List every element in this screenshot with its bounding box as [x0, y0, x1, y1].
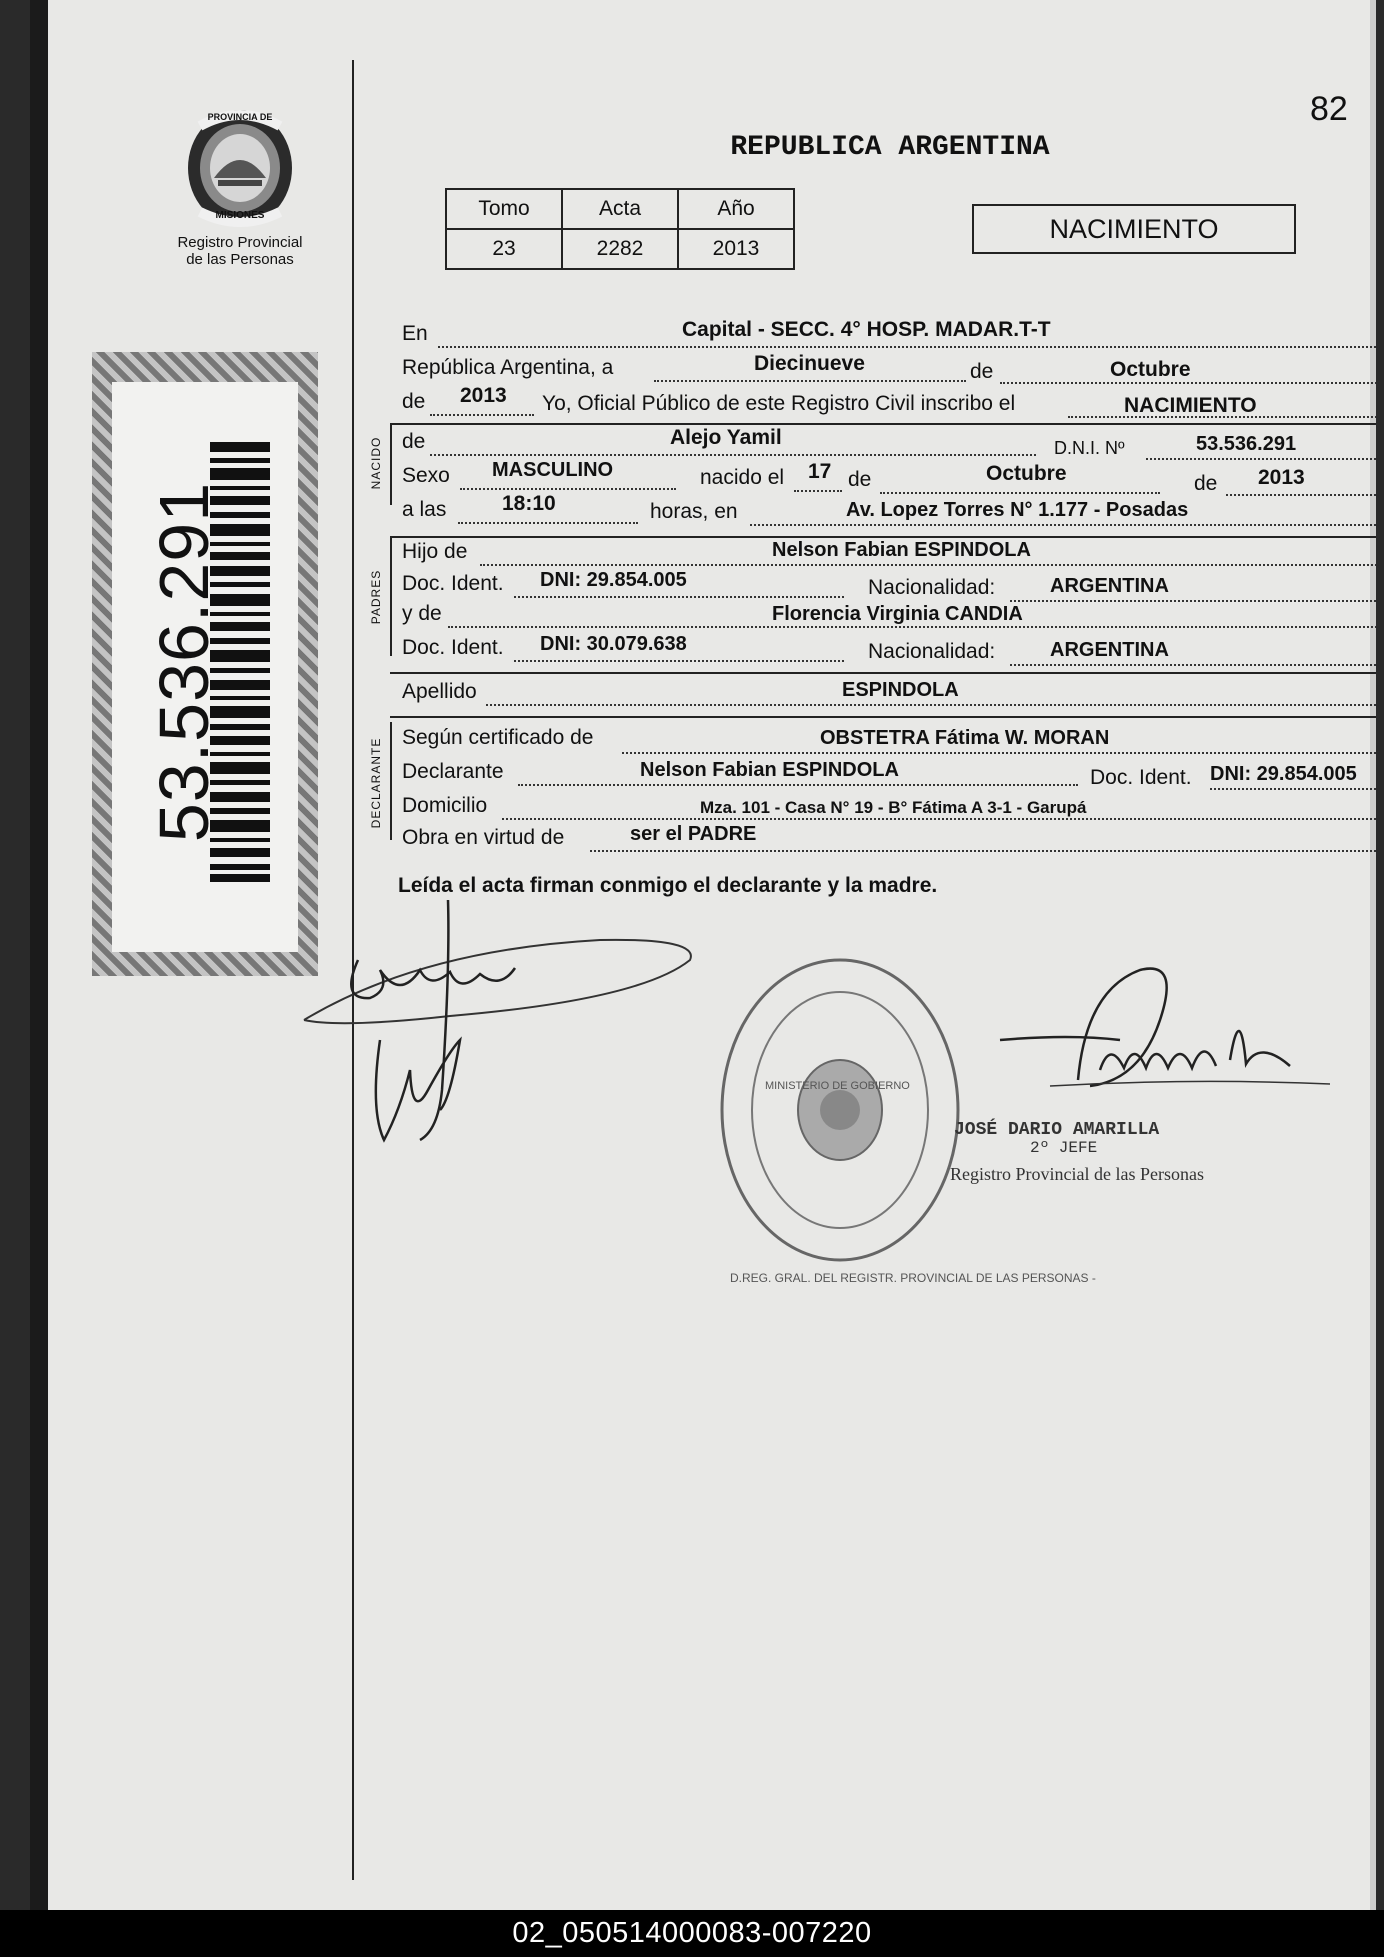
- madre-dots: [448, 626, 1376, 628]
- sexo-value: MASCULINO: [492, 459, 614, 481]
- official-stamp-icon: [700, 950, 980, 1270]
- sexo-label: Sexo: [402, 464, 450, 487]
- dni-label: D.N.I. Nº: [1054, 438, 1125, 458]
- logo-caption-line1: Registro Provincial: [177, 234, 303, 251]
- record-table: [445, 188, 795, 270]
- official-name: JOSÉ DARIO AMARILLA: [954, 1120, 1160, 1140]
- record-value-anio: 2013: [678, 229, 794, 269]
- nombre-dots: [430, 454, 1036, 456]
- hora-value: 18:10: [502, 492, 556, 515]
- official-signature-icon: [990, 960, 1330, 1120]
- record-header-acta: Acta: [562, 189, 678, 229]
- logo-caption-line2: de las Personas: [186, 251, 294, 268]
- a-las-label: a las: [402, 498, 447, 521]
- decl-doc-dots: [1210, 788, 1376, 790]
- nacido-el-label: nacido el: [700, 466, 785, 489]
- nacionalidad-label: Nacionalidad:: [868, 576, 996, 599]
- apellido-value: ESPINDOLA: [842, 679, 959, 701]
- horas-en-label: horas, en: [650, 500, 738, 523]
- birth-month-value: Octubre: [986, 462, 1067, 485]
- day-dots: [654, 380, 966, 382]
- madre-nac-value: ARGENTINA: [1050, 639, 1169, 661]
- domicilio-value: Mza. 101 - Casa N° 19 - B° Fátima A 3-1 - Garupá: [700, 798, 1087, 817]
- nacido-de-label: de: [402, 430, 426, 453]
- en-value: Capital - SECC. 4° HOSP. MADAR.T-T: [682, 318, 1051, 341]
- hijo-de-label: Hijo de: [402, 540, 468, 563]
- record-value-tomo: 23: [446, 229, 562, 269]
- record-header-anio: Año: [678, 189, 794, 229]
- divider-4: [390, 716, 1376, 718]
- madre-doc-dots: [514, 660, 844, 662]
- stamp-inner-text: MINISTERIO DE GOBIERNO: [765, 1080, 910, 1092]
- month-value: Octubre: [1110, 358, 1191, 381]
- padre-nac-value: ARGENTINA: [1050, 575, 1169, 597]
- hora-dots: [458, 522, 638, 524]
- decl-doc-label: Doc. Ident.: [1090, 766, 1192, 789]
- divider-3: [390, 672, 1376, 674]
- page-title: REPUBLICA ARGENTINA: [730, 132, 1050, 163]
- scan-footer-code: 02_050514000083-007220: [0, 1910, 1384, 1957]
- decl-doc-value: DNI: 29.854.005: [1210, 763, 1357, 785]
- record-value-acta: 2282: [562, 229, 678, 269]
- domicilio-label: Domicilio: [402, 794, 488, 817]
- section-label-declarante: DECLARANTE: [369, 737, 383, 829]
- apellido-dots: [486, 704, 1376, 706]
- padres-bracket: [390, 538, 392, 656]
- barcode-card: [92, 352, 318, 976]
- declarante-value: Nelson Fabian ESPINDOLA: [640, 759, 899, 781]
- barcode-card-inner: [112, 382, 298, 952]
- seal-text-top: PROVINCIA DE: [207, 112, 273, 122]
- padre-doc-dots: [514, 596, 844, 598]
- en-label: En: [402, 322, 428, 345]
- year-value: 2013: [460, 384, 507, 407]
- en-dots: [438, 346, 1376, 348]
- republica-label: República Argentina, a: [402, 356, 614, 379]
- record-header-tomo: Tomo: [446, 189, 562, 229]
- nacido-bracket: [390, 425, 392, 505]
- madre-doc-value: DNI: 30.079.638: [540, 633, 687, 655]
- certificado-value: OBSTETRA Fátima W. MORAN: [820, 727, 1110, 749]
- seal-text-bottom: MISIONES: [215, 210, 265, 221]
- declarante-bracket: [390, 722, 392, 840]
- dni-dots: [1146, 458, 1376, 460]
- apellido-label: Apellido: [402, 680, 477, 703]
- obra-label: Obra en virtud de: [402, 826, 565, 849]
- birth-year-value: 2013: [1258, 466, 1305, 489]
- obra-value: ser el PADRE: [630, 823, 757, 845]
- certificado-dots: [622, 752, 1376, 754]
- madre-value: Florencia Virginia CANDIA: [772, 603, 1023, 625]
- section-label-padres: PADRES: [369, 569, 383, 625]
- doc-ident-label: Doc. Ident.: [402, 572, 504, 595]
- sexo-dots: [460, 488, 676, 490]
- madre-nac-dots: [1010, 664, 1376, 666]
- official-office: Registro Provincial de las Personas: [950, 1164, 1204, 1184]
- doc-ident2-label: Doc. Ident.: [402, 636, 504, 659]
- padre-nac-dots: [1010, 600, 1376, 602]
- padre-value: Nelson Fabian ESPINDOLA: [772, 539, 1031, 561]
- oficial-text: Yo, Oficial Público de este Registro Civil inscribo el: [542, 392, 1016, 415]
- declarant-signature-icon: [300, 890, 720, 1160]
- divider-1: [390, 423, 1376, 425]
- birth-de-label: de: [848, 468, 872, 491]
- document-page: [30, 0, 1376, 1910]
- birth-day-value: 17: [808, 460, 832, 483]
- scan-left-border: [30, 0, 48, 1910]
- declarante-dots: [518, 784, 1078, 786]
- birth-de2-label: de: [1194, 472, 1218, 495]
- de2-label: de: [402, 390, 426, 413]
- month-dots: [1000, 382, 1376, 384]
- declarante-label: Declarante: [402, 760, 504, 783]
- stamp-ring-text: D.REG. GRAL. DEL REGISTR. PROVINCIAL DE LAS PERSONAS -: [730, 1271, 1096, 1285]
- closing-statement: Leída el acta firman conmigo el declarante y la madre.: [398, 874, 938, 897]
- official-role: 2º JEFE: [1030, 1139, 1098, 1157]
- inscribo-value: NACIMIENTO: [1124, 394, 1257, 417]
- birth-day-dots: [794, 490, 842, 492]
- padre-doc-value: DNI: 29.854.005: [540, 569, 687, 591]
- page-number: 82: [1310, 90, 1348, 128]
- segun-label: Según certificado de: [402, 726, 594, 749]
- padre-dots: [480, 564, 1376, 566]
- de-label: de: [970, 360, 994, 383]
- dni-value: 53.536.291: [1196, 433, 1297, 455]
- birth-month-dots: [880, 492, 1160, 494]
- lugar-value: Av. Lopez Torres N° 1.177 - Posadas: [846, 499, 1189, 521]
- y-de-label: y de: [402, 602, 442, 625]
- barcard-number: 53.536.291: [145, 481, 223, 843]
- nombre-value: Alejo Yamil: [670, 426, 782, 449]
- section-label-nacido: NACIDO: [369, 436, 383, 490]
- year-dots: [430, 414, 534, 416]
- lugar-dots: [750, 524, 1376, 526]
- record-type-box: NACIMIENTO: [972, 204, 1296, 254]
- nacionalidad2-label: Nacionalidad:: [868, 640, 996, 663]
- day-value: Diecinueve: [754, 352, 865, 375]
- birth-year-dots: [1226, 494, 1376, 496]
- obra-dots: [590, 850, 1376, 852]
- scan-right-edge: [1370, 0, 1376, 1910]
